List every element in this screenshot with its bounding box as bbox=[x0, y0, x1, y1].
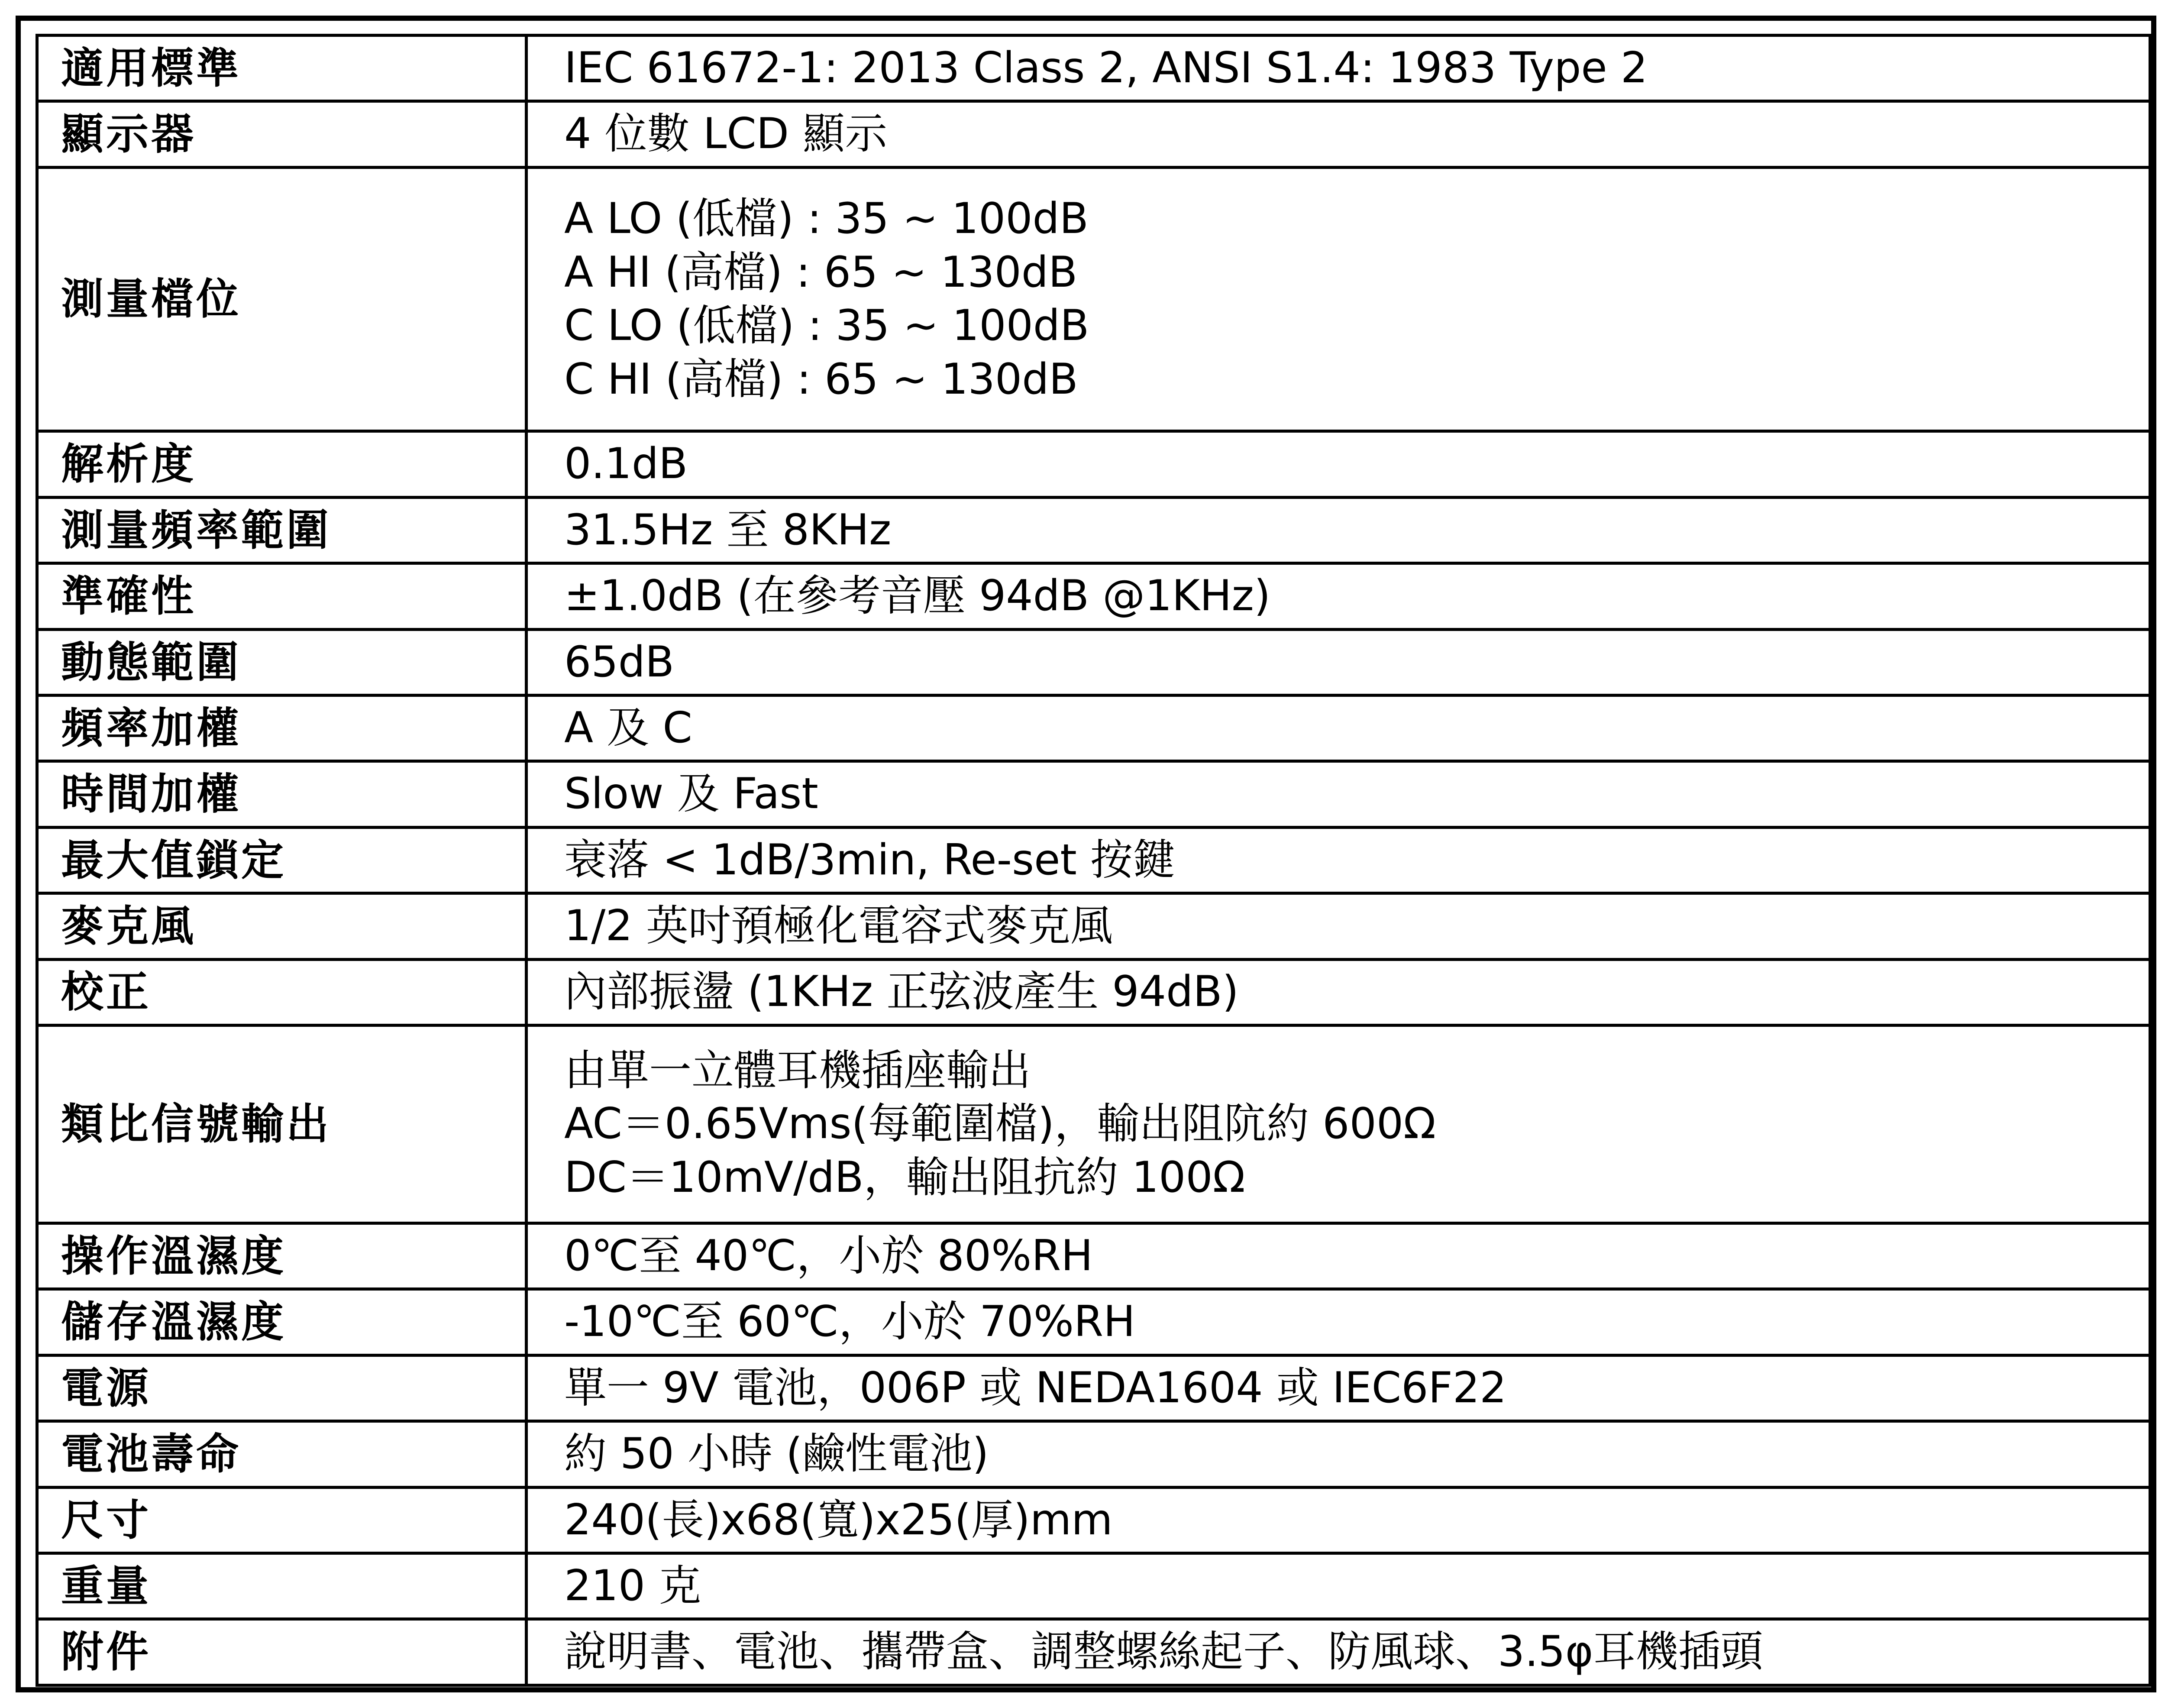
spec-row bbox=[37, 1553, 2150, 1619]
spec-value-line: 單一 9V 電池，006P 或 NEDA1604 或 IEC6F22 bbox=[564, 1363, 1507, 1413]
spec-label: 時間加權 bbox=[37, 761, 527, 827]
spec-value bbox=[527, 959, 2150, 1025]
spec-value bbox=[527, 1355, 2150, 1421]
spec-value-line: 1/2 英吋預極化電容式麥克風 bbox=[564, 901, 1113, 951]
spec-label: 動態範圍 bbox=[37, 629, 527, 695]
spec-value-line: AC＝0.65Vms(每範圍檔)，輸出阻阬約 600Ω bbox=[564, 1099, 1436, 1149]
spec-value-line: 內部振盪 (1KHz 正弦波產生 94dB) bbox=[564, 967, 1239, 1017]
spec-row bbox=[37, 563, 2150, 629]
spec-row bbox=[37, 431, 2150, 497]
spec-value bbox=[527, 1223, 2150, 1289]
spec-value-line: 0.1dB bbox=[564, 439, 688, 489]
spec-row bbox=[37, 695, 2150, 761]
spec-row bbox=[37, 167, 2150, 431]
spec-row bbox=[37, 1289, 2150, 1355]
spec-value-line: 31.5Hz 至 8KHz bbox=[564, 505, 892, 555]
spec-value bbox=[527, 827, 2150, 893]
spec-label: 測量檔位 bbox=[37, 167, 527, 431]
spec-value bbox=[527, 167, 2150, 431]
spec-row bbox=[37, 629, 2150, 695]
spec-label: 儲存溫濕度 bbox=[37, 1289, 527, 1355]
spec-label: 麥克風 bbox=[37, 893, 527, 959]
spec-label: 測量頻率範圍 bbox=[37, 497, 527, 563]
spec-label: 準確性 bbox=[37, 563, 527, 629]
spec-value-line: A 及 C bbox=[564, 703, 692, 753]
spec-value bbox=[527, 629, 2150, 695]
spec-value-line: 約 50 小時 (鹼性電池) bbox=[564, 1429, 989, 1479]
spec-label: 頻率加權 bbox=[37, 695, 527, 761]
spec-value-line: ±1.0dB (在參考音壓 94dB @1KHz) bbox=[564, 571, 1271, 621]
spec-value-line: 240(長)x68(寬)x25(厚)mm bbox=[564, 1495, 1113, 1545]
spec-value-line: A LO (低檔) : 35 ~ 100dB bbox=[564, 194, 1089, 244]
spec-row bbox=[37, 1487, 2150, 1553]
spec-row bbox=[37, 36, 2150, 101]
spec-value-line: 4 位數 LCD 顯示 bbox=[564, 109, 888, 159]
spec-row bbox=[37, 1619, 2150, 1685]
spec-label: 類比信號輸出 bbox=[37, 1025, 527, 1223]
spec-row bbox=[37, 761, 2150, 827]
spec-value-line: 說明書、電池、攜帶盒、調整螺絲起子、防風球、3.5φ耳機插頭 bbox=[564, 1627, 1763, 1677]
spec-value bbox=[527, 36, 2150, 101]
spec-value bbox=[527, 431, 2150, 497]
spec-label: 重量 bbox=[37, 1553, 527, 1619]
spec-label: 電源 bbox=[37, 1355, 527, 1421]
spec-table-body bbox=[37, 36, 2150, 1685]
spec-row bbox=[37, 959, 2150, 1025]
spec-table bbox=[36, 34, 2152, 1687]
spec-table-frame bbox=[16, 16, 2156, 1692]
spec-value bbox=[527, 1025, 2150, 1223]
spec-value bbox=[527, 1553, 2150, 1619]
spec-row bbox=[37, 497, 2150, 563]
spec-value bbox=[527, 893, 2150, 959]
spec-label: 適用標準 bbox=[37, 36, 527, 101]
spec-value-line: A HI (高檔) : 65 ~ 130dB bbox=[564, 247, 1078, 297]
spec-value bbox=[527, 761, 2150, 827]
spec-label: 操作溫濕度 bbox=[37, 1223, 527, 1289]
spec-label: 最大值鎖定 bbox=[37, 827, 527, 893]
spec-value bbox=[527, 1619, 2150, 1685]
spec-value-line: 65dB bbox=[564, 637, 675, 687]
spec-value-line: -10℃至 60℃，小於 70%RH bbox=[564, 1297, 1135, 1347]
spec-value bbox=[527, 563, 2150, 629]
spec-label: 尺寸 bbox=[37, 1487, 527, 1553]
spec-row bbox=[37, 101, 2150, 167]
spec-value-line: C LO (低檔) : 35 ~ 100dB bbox=[564, 301, 1089, 351]
spec-value-line: 210 克 bbox=[564, 1561, 701, 1611]
spec-row bbox=[37, 1223, 2150, 1289]
spec-value bbox=[527, 695, 2150, 761]
spec-value-line: IEC 61672-1: 2013 Class 2, ANSI S1.4: 1983 Type 2 bbox=[564, 43, 1648, 93]
spec-value-line: C HI (高檔) : 65 ~ 130dB bbox=[564, 354, 1078, 404]
spec-value-line: 衰落 < 1dB/3min, Re-set 按鍵 bbox=[564, 835, 1175, 885]
spec-row bbox=[37, 827, 2150, 893]
spec-row bbox=[37, 1355, 2150, 1421]
spec-label: 校正 bbox=[37, 959, 527, 1025]
spec-value-line: Slow 及 Fast bbox=[564, 769, 818, 819]
spec-row bbox=[37, 893, 2150, 959]
spec-value bbox=[527, 1289, 2150, 1355]
spec-value-line: 0℃至 40℃，小於 80%RH bbox=[564, 1231, 1093, 1281]
spec-row bbox=[37, 1421, 2150, 1487]
spec-value bbox=[527, 1487, 2150, 1553]
spec-value-line: 由單一立體耳機插座輸出 bbox=[564, 1045, 1031, 1095]
spec-label: 附件 bbox=[37, 1619, 527, 1685]
spec-value bbox=[527, 497, 2150, 563]
spec-row bbox=[37, 1025, 2150, 1223]
spec-label: 顯示器 bbox=[37, 101, 527, 167]
spec-value bbox=[527, 101, 2150, 167]
spec-value bbox=[527, 1421, 2150, 1487]
spec-value-line: DC＝10mV/dB，輸出阻抗約 100Ω bbox=[564, 1152, 1245, 1202]
spec-label: 解析度 bbox=[37, 431, 527, 497]
spec-label: 電池壽命 bbox=[37, 1421, 527, 1487]
